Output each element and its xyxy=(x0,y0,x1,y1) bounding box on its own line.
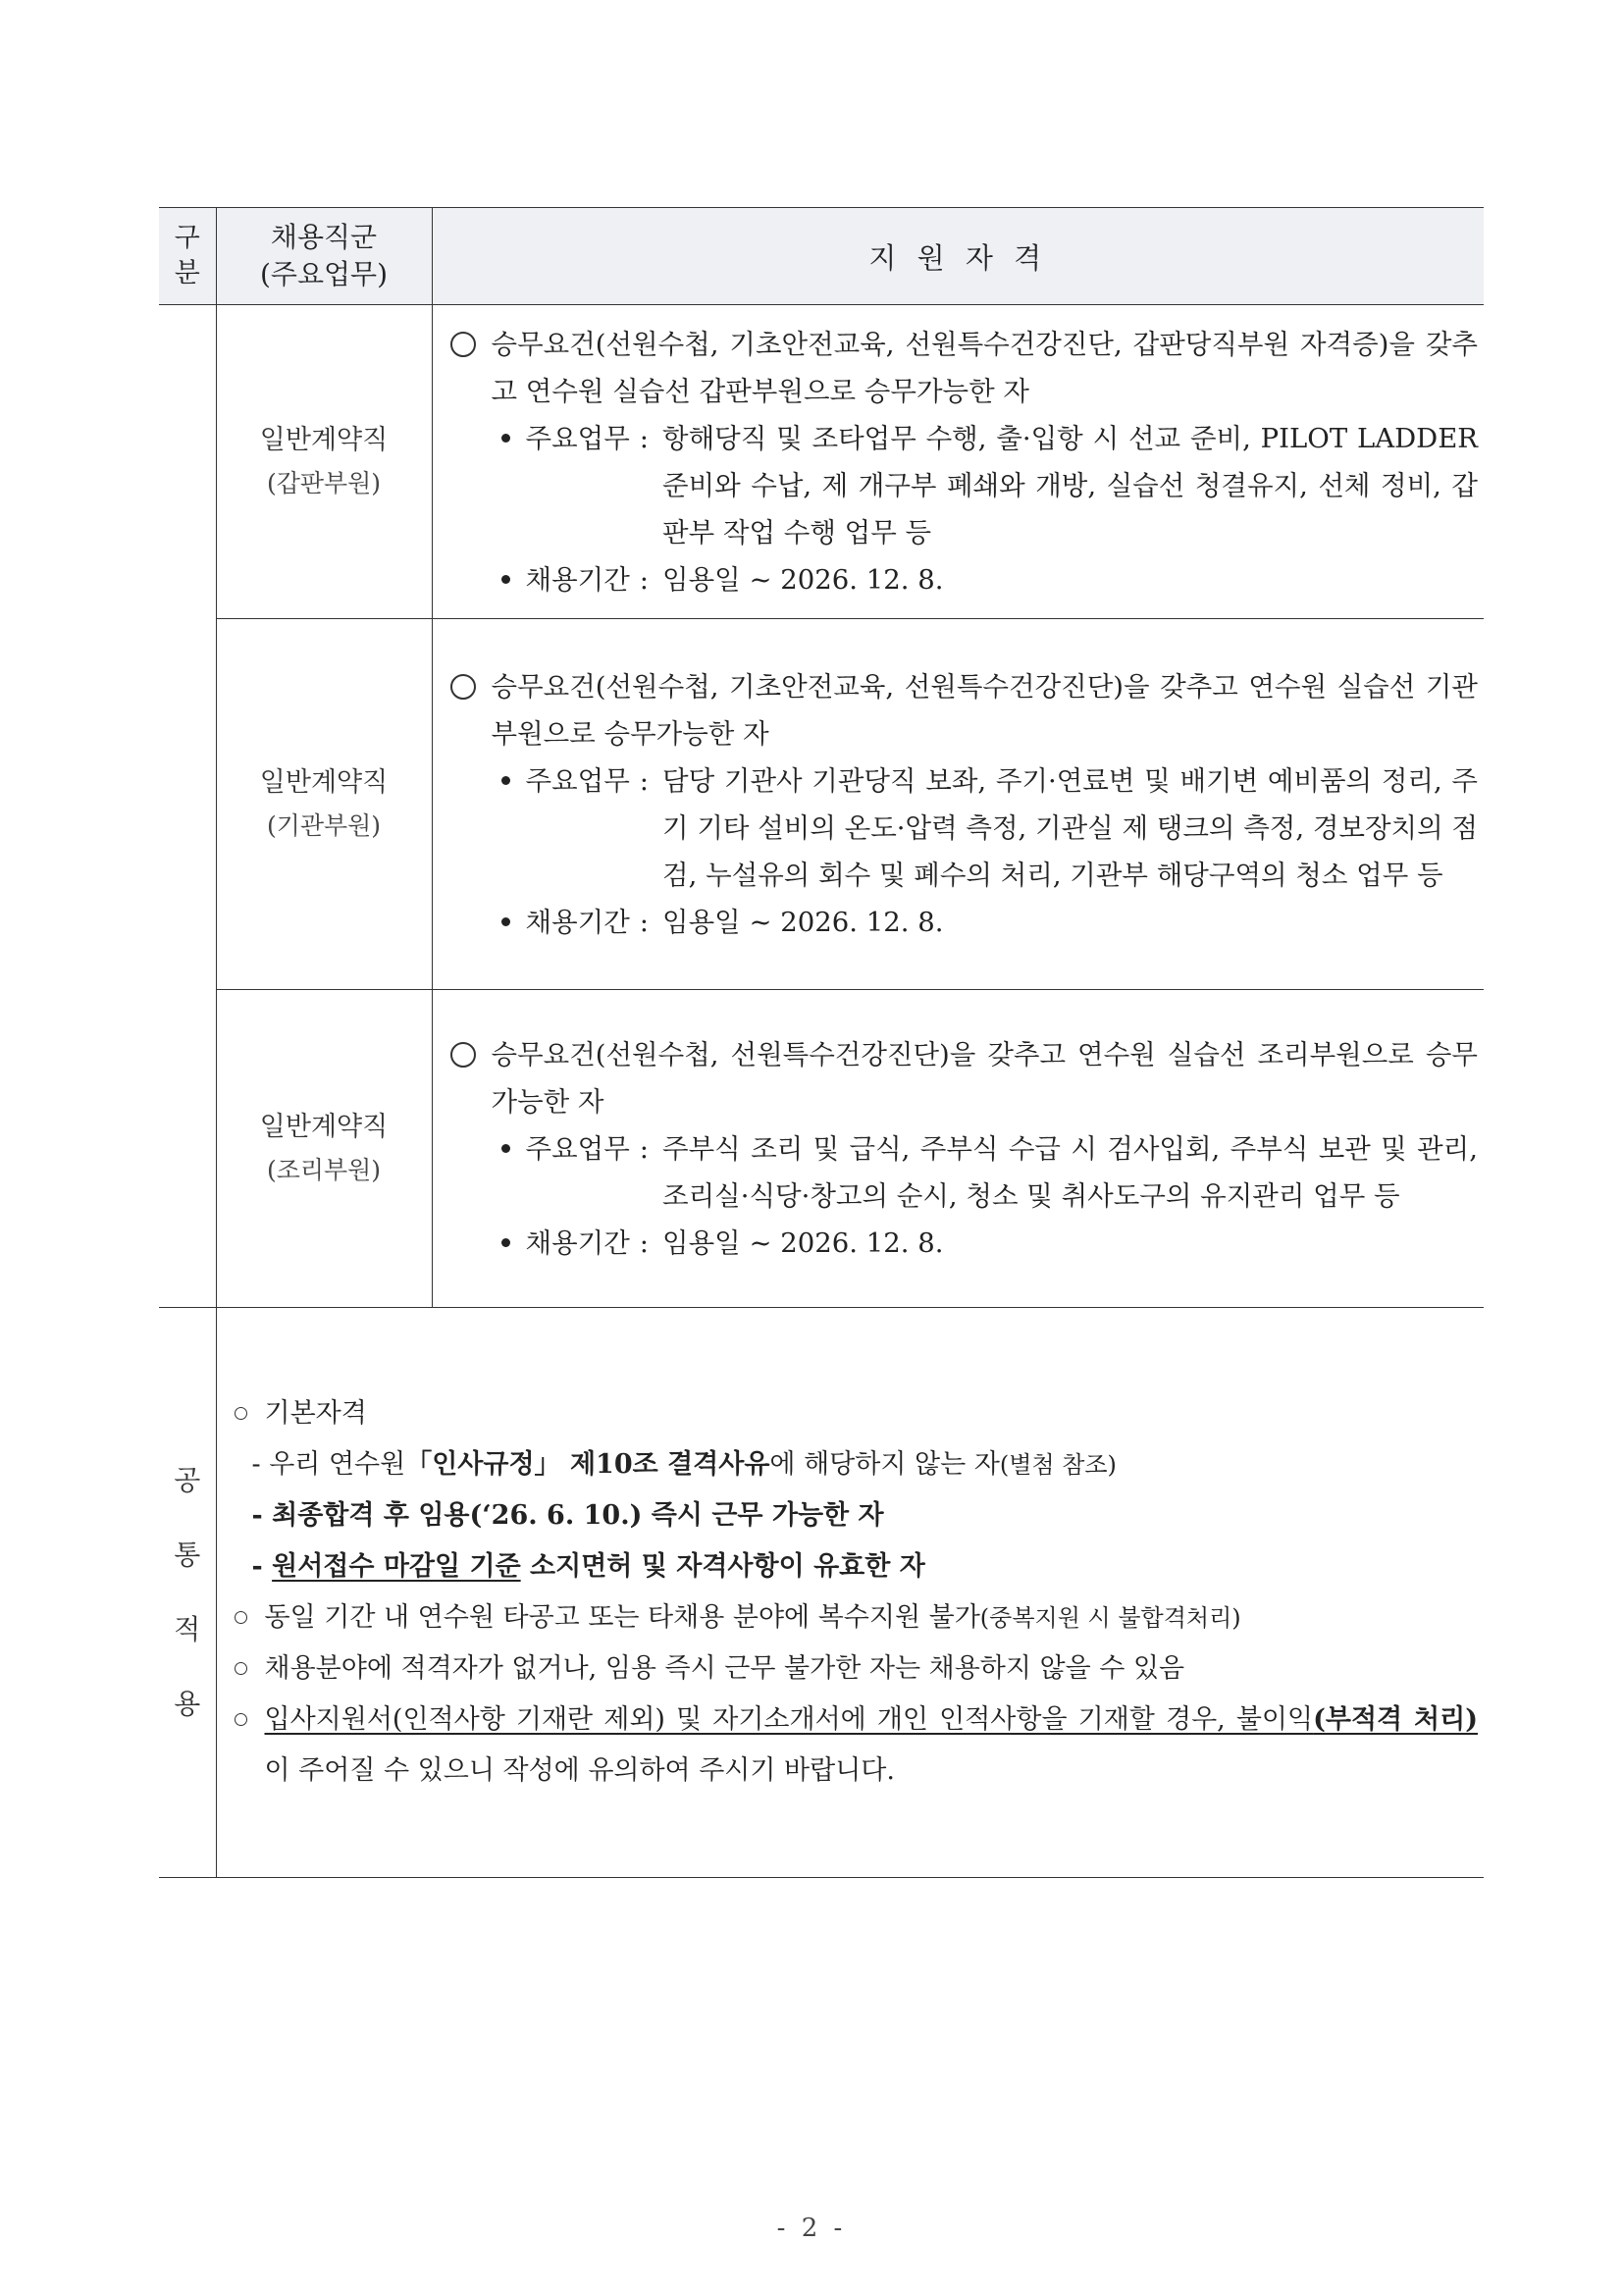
page-number: - 2 - xyxy=(776,2214,847,2243)
common-gubun-char: 용 xyxy=(174,1688,201,1720)
common-gubun-char: 적 xyxy=(174,1613,201,1645)
header-group-line1: 채용직군 xyxy=(270,221,378,253)
basic-1-text-b: 「인사규정」 제10조 결격사유 xyxy=(405,1449,770,1480)
job-title: 일반계약직 xyxy=(259,1111,389,1142)
period-text: 임용일 ~ 2026. 12. 8. xyxy=(662,907,944,938)
job-gubun-cell xyxy=(159,305,216,1308)
table-row xyxy=(159,990,1484,1308)
basic-title-text: 기본자격 xyxy=(264,1398,367,1429)
common-gubun-char: 공 xyxy=(174,1464,201,1496)
job-group-cell xyxy=(216,619,432,990)
job-title: 일반계약직 xyxy=(259,424,389,455)
basic-1-text-a: 우리 연수원 xyxy=(269,1449,406,1480)
item-4-text-a: 입사지원서(인적사항 기재란 제외) 및 자기소개서에 개인 인적사항을 기재할 경우, 불이익 xyxy=(264,1704,1314,1735)
common-item-4 xyxy=(231,1695,1479,1797)
basic-item-3: - 원서접수 마감일 기준 소지면허 및 자격사항이 유효한 자 xyxy=(251,1551,925,1582)
header-group-line2: (주요업무) xyxy=(259,258,389,290)
duty-label: 주요업무 xyxy=(525,423,630,454)
table-row xyxy=(159,305,1484,619)
header-gubun xyxy=(159,208,216,305)
common-gubun-char: 통 xyxy=(174,1539,201,1571)
basic-qualification-title xyxy=(231,1388,1479,1439)
circle-bullet-icon xyxy=(450,674,476,700)
bullet-dot-icon xyxy=(501,1144,510,1153)
circle-bullet-icon xyxy=(450,332,476,357)
period-label: 채용기간 xyxy=(525,1227,630,1259)
period-text: 임용일 ~ 2026. 12. 8. xyxy=(662,1227,944,1259)
item-4-text-b: (부적격 처리) xyxy=(1313,1704,1478,1735)
item-4-text-c: 이 주어질 수 있으니 작성에 유의하여 주시기 바랍니다. xyxy=(264,1755,895,1786)
item-3-text: 채용분야에 적격자가 없거나, 임용 즉시 근무 불가한 자는 채용하지 않을 수 있음 xyxy=(264,1653,1185,1684)
job-title: 일반계약직 xyxy=(259,766,389,798)
common-gubun-cell xyxy=(159,1308,216,1878)
circle-bullet-icon xyxy=(450,1042,476,1068)
job-subtitle: (조리부원) xyxy=(266,1155,382,1184)
requirement-text: 승무요건(선원수첩, 선원특수건강진단)을 갖추고 연수원 실습선 조리부원으로 승무가능한 자 xyxy=(491,1039,1478,1118)
table-row xyxy=(159,619,1484,990)
duty-text: 항해당직 및 조타업무 수행, 출·입항 시 선교 준비, PILOT LADDER 준비와 수납, 제 개구부 폐쇄와 개방, 실습선 청결유지, 선체 정비, 갑판부 작업 수행 업무 등 xyxy=(662,423,1478,548)
basic-3-text-b: 소지면허 및 자격사항이 유효한 자 xyxy=(520,1551,925,1582)
small-circle-bullet-icon xyxy=(235,1611,247,1624)
header-qualification-label: 지 원 자 격 xyxy=(868,240,1048,275)
job-subtitle: (기관부원) xyxy=(266,810,382,840)
requirement-text: 승무요건(선원수첩, 기초안전교육, 선원특수건강진단)을 갖추고 연수원 실습선 기관부원으로 승무가능한 자 xyxy=(491,671,1478,750)
basic-2-text: 최종합격 후 임용(‘26. 6. 10.) 즉시 근무 가능한 자 xyxy=(272,1500,884,1531)
bullet-dot-icon xyxy=(501,776,510,785)
header-gubun-line2: 분 xyxy=(174,258,200,288)
qualification-cell: 승무요건(선원수첩, 기초안전교육, 선원특수건강진단, 갑판당직부원 자격증)을 갖추고 연수원 실습선 갑판부원으로 승무가능한 자 주요업무 : 항해당직 및 조타업무 수행, 출·입항 시 선교 준비, PILOT LADDER 준비와 수납, 제 개구부 폐쇄와 개방, 실습선 청결유지, 선체 정비, 갑판부 작업 수행 업무 등 채용기간 : 임용일 ~ 2026. 12. 8. xyxy=(432,305,1484,619)
basic-item-2: - 최종합격 후 임용(‘26. 6. 10.) 즉시 근무 가능한 자 xyxy=(251,1500,884,1531)
common-item-2 xyxy=(231,1592,1479,1644)
small-circle-bullet-icon xyxy=(235,1713,247,1726)
duty-label: 주요업무 xyxy=(525,765,630,797)
qualification-cell: 승무요건(선원수첩, 기초안전교육, 선원특수건강진단)을 갖추고 연수원 실습선 기관부원으로 승무가능한 자 주요업무 : 담당 기관사 기관당직 보좌, 주기·연료변 및 배기변 예비품의 정리, 주기 기타 설비의 온도·압력 측정, 기관실 제 탱크의 측정, 경보장치의 점검, 누설유의 회수 및 폐수의 처리, 기관부 해당구역의 청소 업무 등 채용기간 : 임용일 ~ 2026. 12. 8. xyxy=(432,619,1484,990)
small-circle-bullet-icon xyxy=(235,1407,247,1420)
table-header-row xyxy=(159,208,1484,305)
header-job-group xyxy=(216,208,432,305)
header-gubun-line1: 구 xyxy=(174,223,200,253)
job-subtitle: (갑판부원) xyxy=(266,468,382,497)
qualification-cell: 승무요건(선원수첩, 선원특수건강진단)을 갖추고 연수원 실습선 조리부원으로 승무가능한 자 주요업무 : 주부식 조리 및 급식, 주부식 수급 시 검사입회, 주부식 보관 및 관리, 조리실·식당·창고의 순시, 청소 및 취사도구의 유지관리 업무 등 채용기간 : 임용일 ~ 2026. 12. 8. xyxy=(432,990,1484,1308)
bullet-dot-icon xyxy=(501,434,510,443)
basic-item-1: - 우리 연수원「인사규정」 제10조 결격사유에 해당하지 않는 자(별첨 참조) xyxy=(251,1449,1117,1480)
duty-text: 담당 기관사 기관당직 보좌, 주기·연료변 및 배기변 예비품의 정리, 주기 기타 설비의 온도·압력 측정, 기관실 제 탱크의 측정, 경보장치의 점검, 누설유의 회수 및 폐수의 처리, 기관부 해당구역의 청소 업무 등 xyxy=(662,765,1478,891)
requirement-text: 승무요건(선원수첩, 기초안전교육, 선원특수건강진단, 갑판당직부원 자격증)을 갖추고 연수원 실습선 갑판부원으로 승무가능한 자 xyxy=(491,329,1478,407)
period-text: 임용일 ~ 2026. 12. 8. xyxy=(662,564,944,596)
small-circle-bullet-icon xyxy=(235,1662,247,1675)
job-group-cell xyxy=(216,305,432,619)
bullet-dot-icon xyxy=(501,917,510,926)
item-2-text-a: 동일 기간 내 연수원 타공고 또는 타채용 분야에 복수지원 불가 xyxy=(264,1602,980,1633)
common-requirements-cell xyxy=(216,1308,1484,1878)
bullet-dot-icon xyxy=(501,575,510,584)
bullet-dot-icon xyxy=(501,1238,510,1247)
recruitment-table xyxy=(159,207,1484,1878)
duty-text: 주부식 조리 및 급식, 주부식 수급 시 검사입회, 주부식 보관 및 관리, 조리실·식당·창고의 순시, 청소 및 취사도구의 유지관리 업무 등 xyxy=(662,1133,1478,1212)
item-2-text-b: (중복지원 시 불합격처리) xyxy=(979,1604,1241,1632)
common-item-3 xyxy=(231,1644,1479,1695)
period-label: 채용기간 xyxy=(525,907,630,938)
job-group-cell xyxy=(216,990,432,1308)
basic-1-text-c: 에 해당하지 않는 자 xyxy=(769,1449,1000,1480)
period-label: 채용기간 xyxy=(525,564,630,596)
duty-label: 주요업무 xyxy=(525,1133,630,1165)
header-qualification xyxy=(432,208,1484,305)
common-row xyxy=(159,1308,1484,1878)
basic-3-text-a: 원서접수 마감일 기준 xyxy=(272,1551,521,1582)
basic-1-text-d: (별첨 참조) xyxy=(999,1451,1117,1479)
